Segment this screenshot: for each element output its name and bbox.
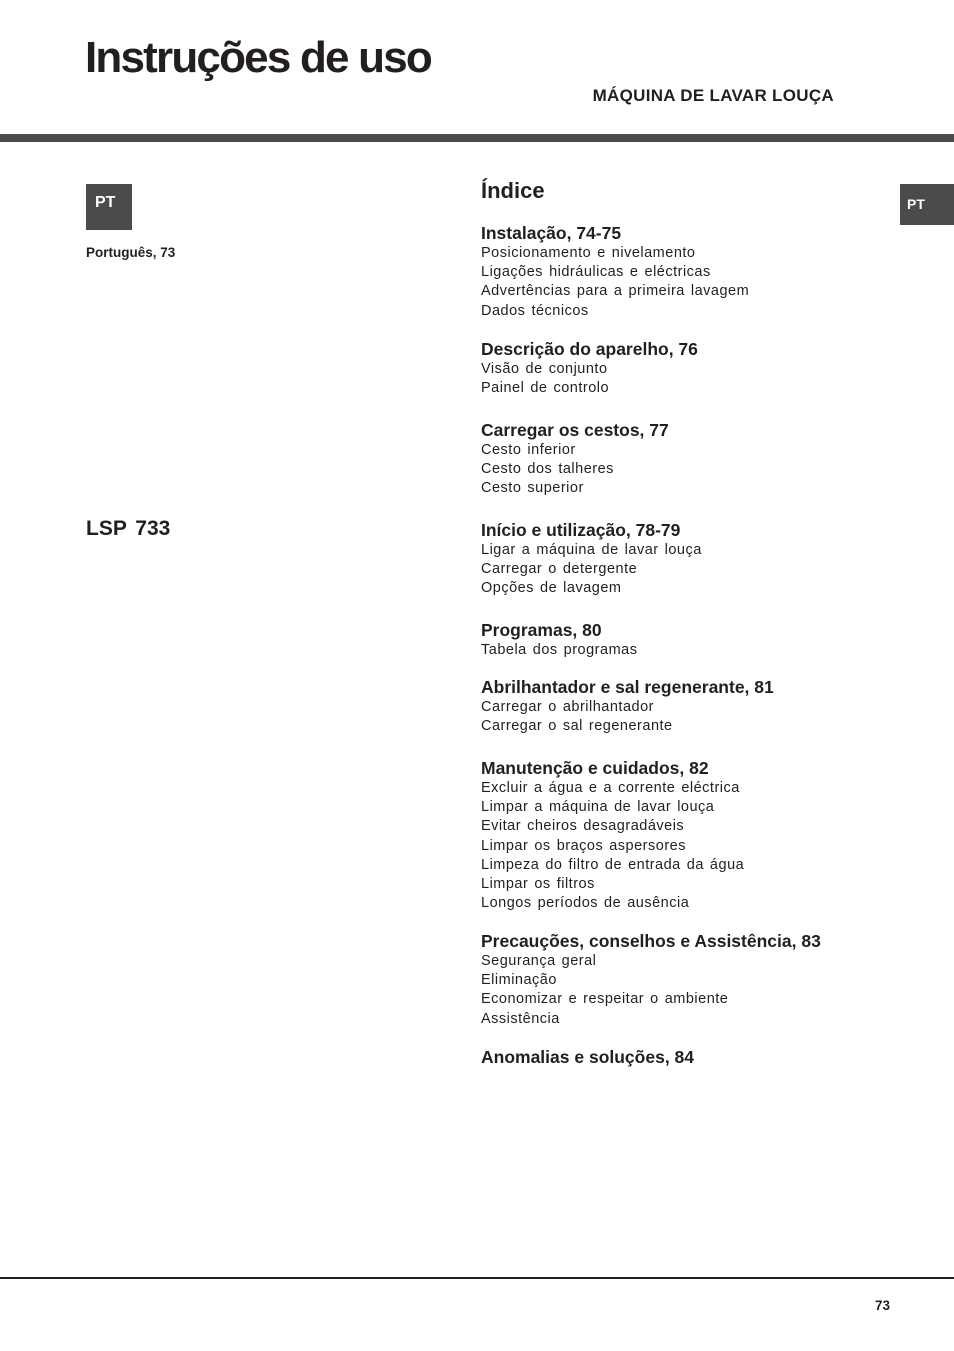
toc-item: Ligações hidráulicas e eléctricas <box>481 264 711 281</box>
toc-section-title: Instalação, 74-75 <box>481 223 622 243</box>
toc-section-installation <box>481 222 901 321</box>
toc-item: Longos períodos de ausência <box>481 895 690 912</box>
product-subtitle: MÁQUINA DE LAVAR LOUÇA <box>592 86 834 105</box>
toc-section-title: Abrilhantador e sal regenerante, 81 <box>481 677 774 697</box>
toc-item: Cesto superior <box>481 480 584 497</box>
toc-item: Carregar o detergente <box>481 561 638 578</box>
toc-section-maintenance <box>481 757 901 913</box>
toc-item: Limpar os filtros <box>481 876 595 893</box>
language-tab: PT <box>900 184 954 225</box>
toc-section-description <box>481 338 901 398</box>
toc-item: Eliminação <box>481 972 557 989</box>
header-divider <box>0 134 954 142</box>
toc-section-title: Manutenção e cuidados, 82 <box>481 758 709 778</box>
toc-section-title: Início e utilização, 78-79 <box>481 520 681 540</box>
toc-item: Limpar a máquina de lavar louça <box>481 799 715 816</box>
toc-section-title: Programas, 80 <box>481 620 602 640</box>
toc-item: Dados técnicos <box>481 302 589 319</box>
toc-section-programs <box>481 619 901 660</box>
toc-item: Excluir a água e a corrente eléctrica <box>481 780 740 796</box>
toc-section-baskets <box>481 419 901 499</box>
footer-divider <box>0 1277 954 1279</box>
toc-item: Cesto inferior <box>481 442 576 458</box>
toc-section-rinse-aid-salt <box>481 676 901 736</box>
toc-item: Visão de conjunto <box>481 361 608 377</box>
model-number: LSP 733 <box>86 517 171 540</box>
toc-item: Advertências para a primeira lavagem <box>481 283 750 300</box>
toc-section-title: Anomalias e soluções, 84 <box>481 1047 695 1067</box>
toc-section-start <box>481 519 901 599</box>
toc-item: Segurança geral <box>481 953 597 969</box>
toc-item: Assistência <box>481 1010 560 1027</box>
toc-section-troubleshooting <box>481 1046 901 1068</box>
language-page-link: Português, 73 <box>86 245 176 260</box>
toc-item: Posicionamento e nivelamento <box>481 245 696 261</box>
toc-item: Painel de controlo <box>481 380 610 397</box>
toc-item: Limpar os braços aspersores <box>481 837 686 854</box>
toc-item: Evitar cheiros desagradáveis <box>481 818 685 835</box>
toc-item: Economizar e respeitar o ambiente <box>481 991 729 1008</box>
toc-item: Carregar o abrilhantador <box>481 699 654 715</box>
toc-heading: Índice <box>481 178 545 203</box>
toc-item: Limpeza do filtro de entrada da água <box>481 856 745 873</box>
page-title: Instruções de uso <box>85 33 431 82</box>
toc-item: Opções de lavagem <box>481 580 622 597</box>
toc-section-title: Carregar os cestos, 77 <box>481 420 669 440</box>
toc-item: Cesto dos talheres <box>481 461 614 478</box>
toc-item: Ligar a máquina de lavar louça <box>481 542 702 558</box>
language-badge: PT <box>86 184 132 230</box>
page-number: 73 <box>874 1298 890 1313</box>
toc-item: Carregar o sal regenerante <box>481 718 673 735</box>
toc-section-precautions <box>481 930 901 1029</box>
toc-section-title: Descrição do aparelho, 76 <box>481 339 698 359</box>
toc-item: Tabela dos programas <box>481 642 638 658</box>
toc-section-title: Precauções, conselhos e Assistência, 83 <box>481 931 821 951</box>
